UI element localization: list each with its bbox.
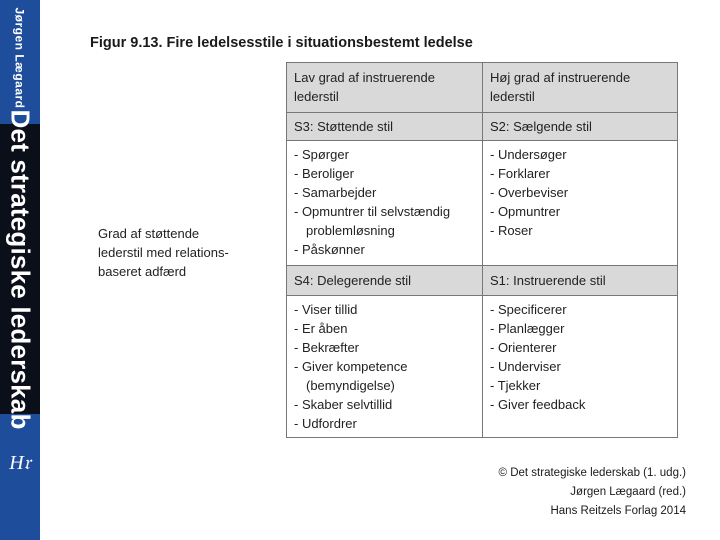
list-item: - Roser bbox=[490, 223, 533, 238]
spine-title-band bbox=[0, 108, 40, 430]
list-item: - Giver kompetence bbox=[294, 359, 408, 374]
col-header-line: Høj grad af instruerende bbox=[490, 70, 631, 85]
list-item: - Skaber selvtillid bbox=[294, 397, 393, 412]
s3-behaviours bbox=[287, 141, 482, 265]
list-item: - Viser tillid bbox=[294, 302, 358, 317]
publisher-logo: H𝔯 bbox=[9, 452, 31, 474]
row-divider bbox=[287, 295, 677, 296]
credit-line: Hans Reitzels Forlag 2014 bbox=[550, 505, 686, 517]
row-divider bbox=[287, 265, 677, 266]
style-header-s3: S3: Støttende stil bbox=[287, 113, 482, 140]
col-header-low bbox=[287, 63, 482, 112]
list-item: - Tjekker bbox=[490, 378, 541, 393]
list-item: - Giver feedback bbox=[490, 397, 586, 412]
list-item: - Planlægger bbox=[490, 321, 565, 336]
spine-book-title: Det strategiske lederskab bbox=[5, 108, 36, 430]
row-divider bbox=[287, 112, 677, 113]
col-header-line: lederstil bbox=[294, 89, 339, 104]
style-header-s1: S1: Instruerende stil bbox=[483, 266, 677, 295]
style-header-s2: S2: Sælgende stil bbox=[483, 113, 677, 140]
list-item: - Opmuntrer til selvstændig bbox=[294, 204, 451, 219]
list-item-continuation: problemløsning bbox=[306, 223, 395, 238]
s4-behaviours bbox=[287, 296, 482, 437]
list-item-continuation: (bemyndigelse) bbox=[306, 378, 395, 393]
credit-line: © Det strategiske lederskab (1. udg.) bbox=[498, 467, 686, 479]
side-label-line: Grad af støttende bbox=[98, 226, 200, 241]
side-label-line: baseret adfærd bbox=[98, 264, 187, 279]
list-item: - Spørger bbox=[294, 147, 349, 162]
s2-behaviours bbox=[483, 141, 677, 265]
row-divider bbox=[287, 140, 677, 141]
list-item: - Undersøger bbox=[490, 147, 567, 162]
col-header-high bbox=[483, 63, 677, 112]
list-item: - Beroliger bbox=[294, 166, 354, 181]
list-item: - Bekræfter bbox=[294, 340, 360, 355]
s1-behaviours bbox=[483, 296, 677, 437]
list-item: - Opmuntrer bbox=[490, 204, 561, 219]
col-header-line: Lav grad af instruerende bbox=[294, 70, 435, 85]
list-item: - Samarbejder bbox=[294, 185, 377, 200]
side-label-line: lederstil med relations- bbox=[98, 245, 229, 260]
column-divider bbox=[482, 63, 483, 437]
list-item: - Forklarer bbox=[490, 166, 550, 181]
style-header-s4: S4: Delegerende stil bbox=[287, 266, 482, 295]
list-item: - Påskønner bbox=[294, 242, 365, 257]
side-axis-label bbox=[98, 224, 248, 281]
list-item: - Er åben bbox=[294, 321, 348, 336]
figure-title: Figur 9.13. Fire ledelsesstile i situationsbestemt ledelse bbox=[90, 35, 473, 51]
credit-line: Jørgen Lægaard (red.) bbox=[570, 486, 686, 498]
spine-author bbox=[4, 2, 36, 114]
list-item: - Overbeviser bbox=[490, 185, 569, 200]
col-header-line: lederstil bbox=[490, 89, 535, 104]
list-item: - Underviser bbox=[490, 359, 561, 374]
list-item: - Specificerer bbox=[490, 302, 567, 317]
spine-author-text: Jørgen Lægaard bbox=[13, 7, 27, 109]
list-item: - Orienterer bbox=[490, 340, 557, 355]
copyright-credits bbox=[499, 464, 686, 521]
book-spine bbox=[0, 0, 40, 540]
leadership-style-matrix bbox=[286, 62, 678, 438]
list-item: - Udfordrer bbox=[294, 416, 357, 431]
